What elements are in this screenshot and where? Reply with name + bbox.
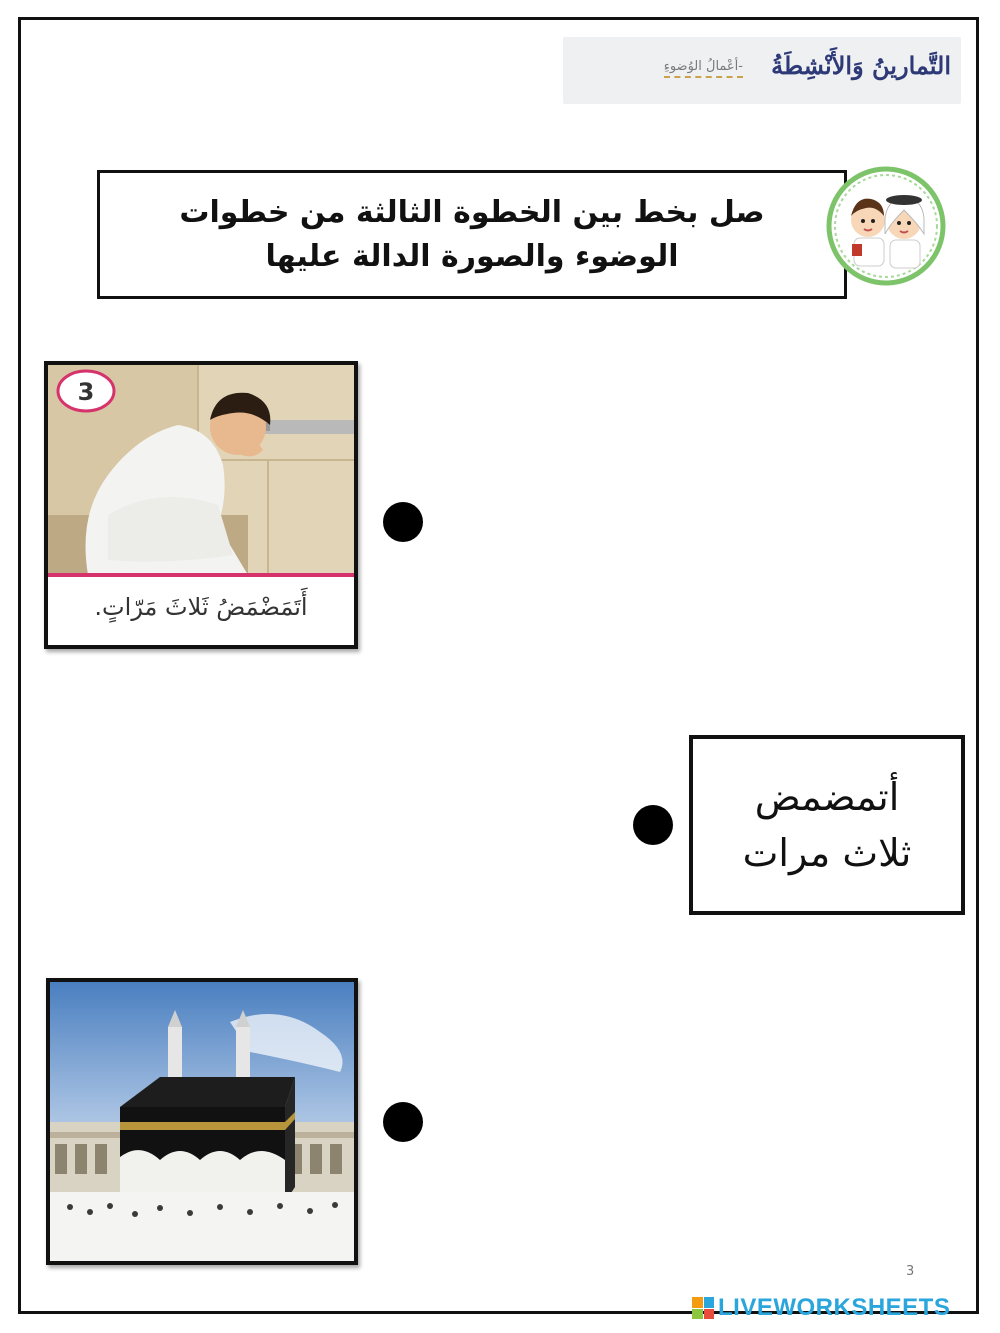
instruction-line-1: صل بخط بين الخطوة الثالثة من خطوات <box>179 194 765 230</box>
page-number: 3 <box>906 1264 915 1279</box>
answer-line-1: أتمضمض <box>754 775 900 819</box>
photo-caption: أَتَمَضْمَضُ ثَلاثَ مَرّاتٍ. <box>94 593 308 621</box>
connect-dot-photo-1[interactable] <box>383 502 423 542</box>
answer-box <box>689 735 965 915</box>
step-number: 3 <box>77 378 95 406</box>
connect-dot-photo-2[interactable] <box>383 1102 423 1142</box>
brand-text: LIVEWORKSHEETS <box>718 1294 951 1321</box>
section-title: التَّمارينُ وَالأَنْشِطَةُ <box>771 51 951 80</box>
liveworksheets-icon <box>692 1297 714 1319</box>
section-subtitle: -أعْمالُ الوُضوءِ <box>664 59 743 78</box>
section-header <box>563 37 961 104</box>
instruction-box <box>97 170 847 299</box>
instruction-line-2: الوضوء والصورة الدالة عليها <box>265 238 679 274</box>
liveworksheets-logo[interactable] <box>692 1294 950 1322</box>
answer-line-2: ثلاث مرات <box>742 831 912 875</box>
connect-dot-answer[interactable] <box>633 805 673 845</box>
kids-logo-icon <box>826 166 946 286</box>
rinsing-mouth-photo <box>44 361 358 649</box>
kaaba-photo <box>46 978 358 1265</box>
